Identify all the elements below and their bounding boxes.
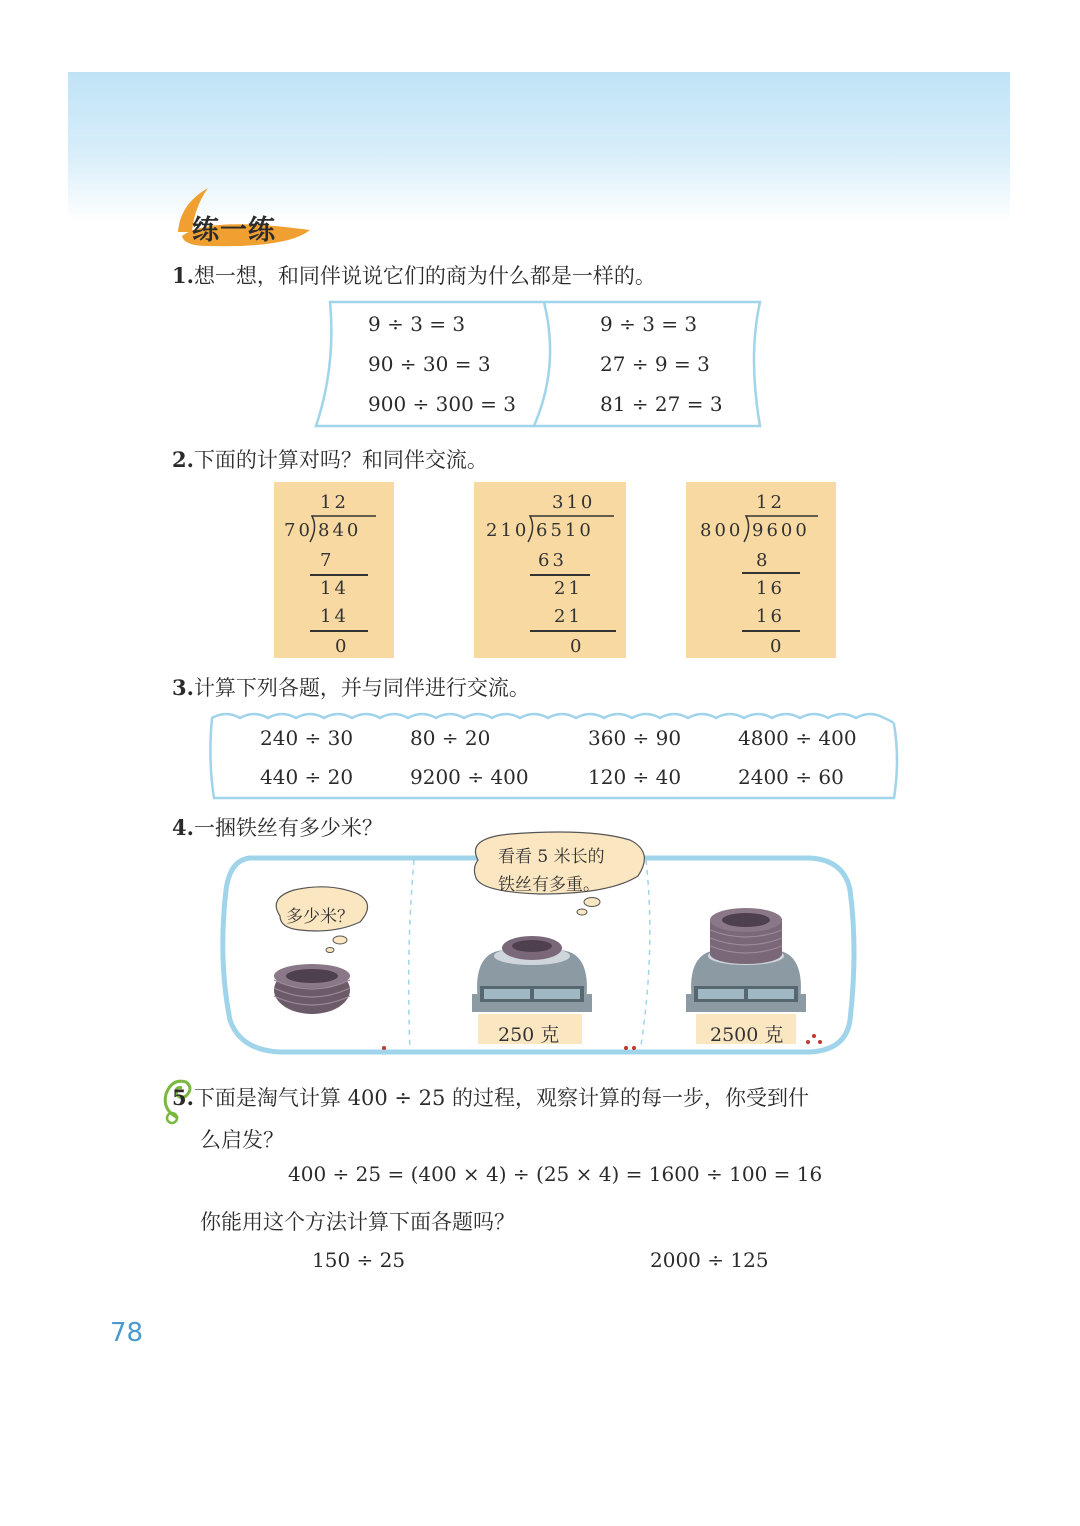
- q1-right-eq-3: 81 ÷ 27 = 3: [600, 392, 723, 416]
- q3-problem-2: 80 ÷ 20: [410, 726, 491, 750]
- scale-2-weight: 2500 克: [710, 1024, 784, 1046]
- card3-quotient: 12: [756, 492, 785, 513]
- card2-dividend: 6510: [536, 520, 594, 541]
- card3-divisor: 800: [700, 520, 744, 541]
- card3-step-3: 16: [756, 606, 785, 627]
- question-2: 2.下面的计算对吗？和同伴交流。: [172, 447, 488, 472]
- question-4: 4.一捆铁丝有多少米？: [172, 815, 383, 840]
- bubble-how-many-meters: 多少米？: [286, 907, 354, 927]
- q3-problem-5: 440 ÷ 20: [260, 765, 354, 789]
- q5-equation: 400 ÷ 25 = (400 × 4) ÷ (25 × 4) = 1600 ÷ 100 = 16: [288, 1162, 823, 1186]
- card2-step-2: 21: [554, 578, 583, 599]
- card3-step-4: 0: [770, 636, 785, 657]
- scale-1-weight: 250 克: [498, 1024, 560, 1046]
- card2-divisor: 210: [486, 520, 530, 541]
- card1-step-2: 14: [320, 578, 349, 599]
- card3-line-1: [742, 572, 800, 574]
- card1-line-2: [310, 630, 368, 632]
- q1-left-eq-3: 900 ÷ 300 = 3: [368, 392, 517, 416]
- card2-step-4: 0: [570, 636, 585, 657]
- question-3: 3.计算下列各题，并与同伴进行交流。: [172, 675, 530, 700]
- q3-problem-4: 4800 ÷ 400: [738, 726, 857, 750]
- card2-quotient: 310: [552, 492, 596, 513]
- card3-step-1: 8: [756, 550, 771, 571]
- q3-problem-1: 240 ÷ 30: [260, 726, 354, 750]
- question-5: 5.下面是淘气计算 400 ÷ 25 的过程，观察计算的每一步，你受到什: [172, 1085, 810, 1110]
- page-number: 78: [110, 1318, 144, 1348]
- q3-problem-8: 2400 ÷ 60: [738, 765, 844, 789]
- q3-problem-3: 360 ÷ 90: [588, 726, 682, 750]
- card3-line-2: [742, 630, 800, 632]
- q1-right-eq-2: 27 ÷ 9 = 3: [600, 352, 710, 376]
- card1-dividend: 840: [318, 520, 362, 541]
- question-1: 1.想一想，和同伴说说它们的商为什么都是一样的。: [172, 263, 656, 288]
- card2-step-3: 21: [554, 606, 583, 627]
- q3-problem-7: 120 ÷ 40: [588, 765, 682, 789]
- card1-quotient: 12: [320, 492, 349, 513]
- q5-problem-1: 150 ÷ 25: [312, 1248, 406, 1272]
- bubble-line-1: 看看 5 米长的: [498, 847, 605, 867]
- card2-line-2: [530, 630, 616, 632]
- q3-problem-6: 9200 ÷ 400: [410, 765, 529, 789]
- q1-left-eq-1: 9 ÷ 3 = 3: [368, 312, 466, 336]
- q5-problem-2: 2000 ÷ 125: [650, 1248, 769, 1272]
- card1-divisor: 70: [284, 520, 313, 541]
- q5-prompt: 你能用这个方法计算下面各题吗？: [200, 1210, 515, 1234]
- card3-dividend: 9600: [752, 520, 810, 541]
- card1-step-3: 14: [320, 606, 349, 627]
- question-5-line-2: 么启发？: [200, 1128, 284, 1152]
- card3-step-2: 16: [756, 578, 785, 599]
- q1-right-eq-1: 9 ÷ 3 = 3: [600, 312, 698, 336]
- q1-left-eq-2: 90 ÷ 30 = 3: [368, 352, 491, 376]
- card1-step-4: 0: [335, 636, 350, 657]
- card2-step-1: 63: [538, 550, 567, 571]
- bubble-line-2: 铁丝有多重。: [498, 875, 600, 895]
- card1-step-1: 7: [320, 550, 335, 571]
- card1-line-1: [310, 574, 368, 576]
- section-title: 练一练: [192, 215, 276, 246]
- card2-line-1: [530, 574, 590, 576]
